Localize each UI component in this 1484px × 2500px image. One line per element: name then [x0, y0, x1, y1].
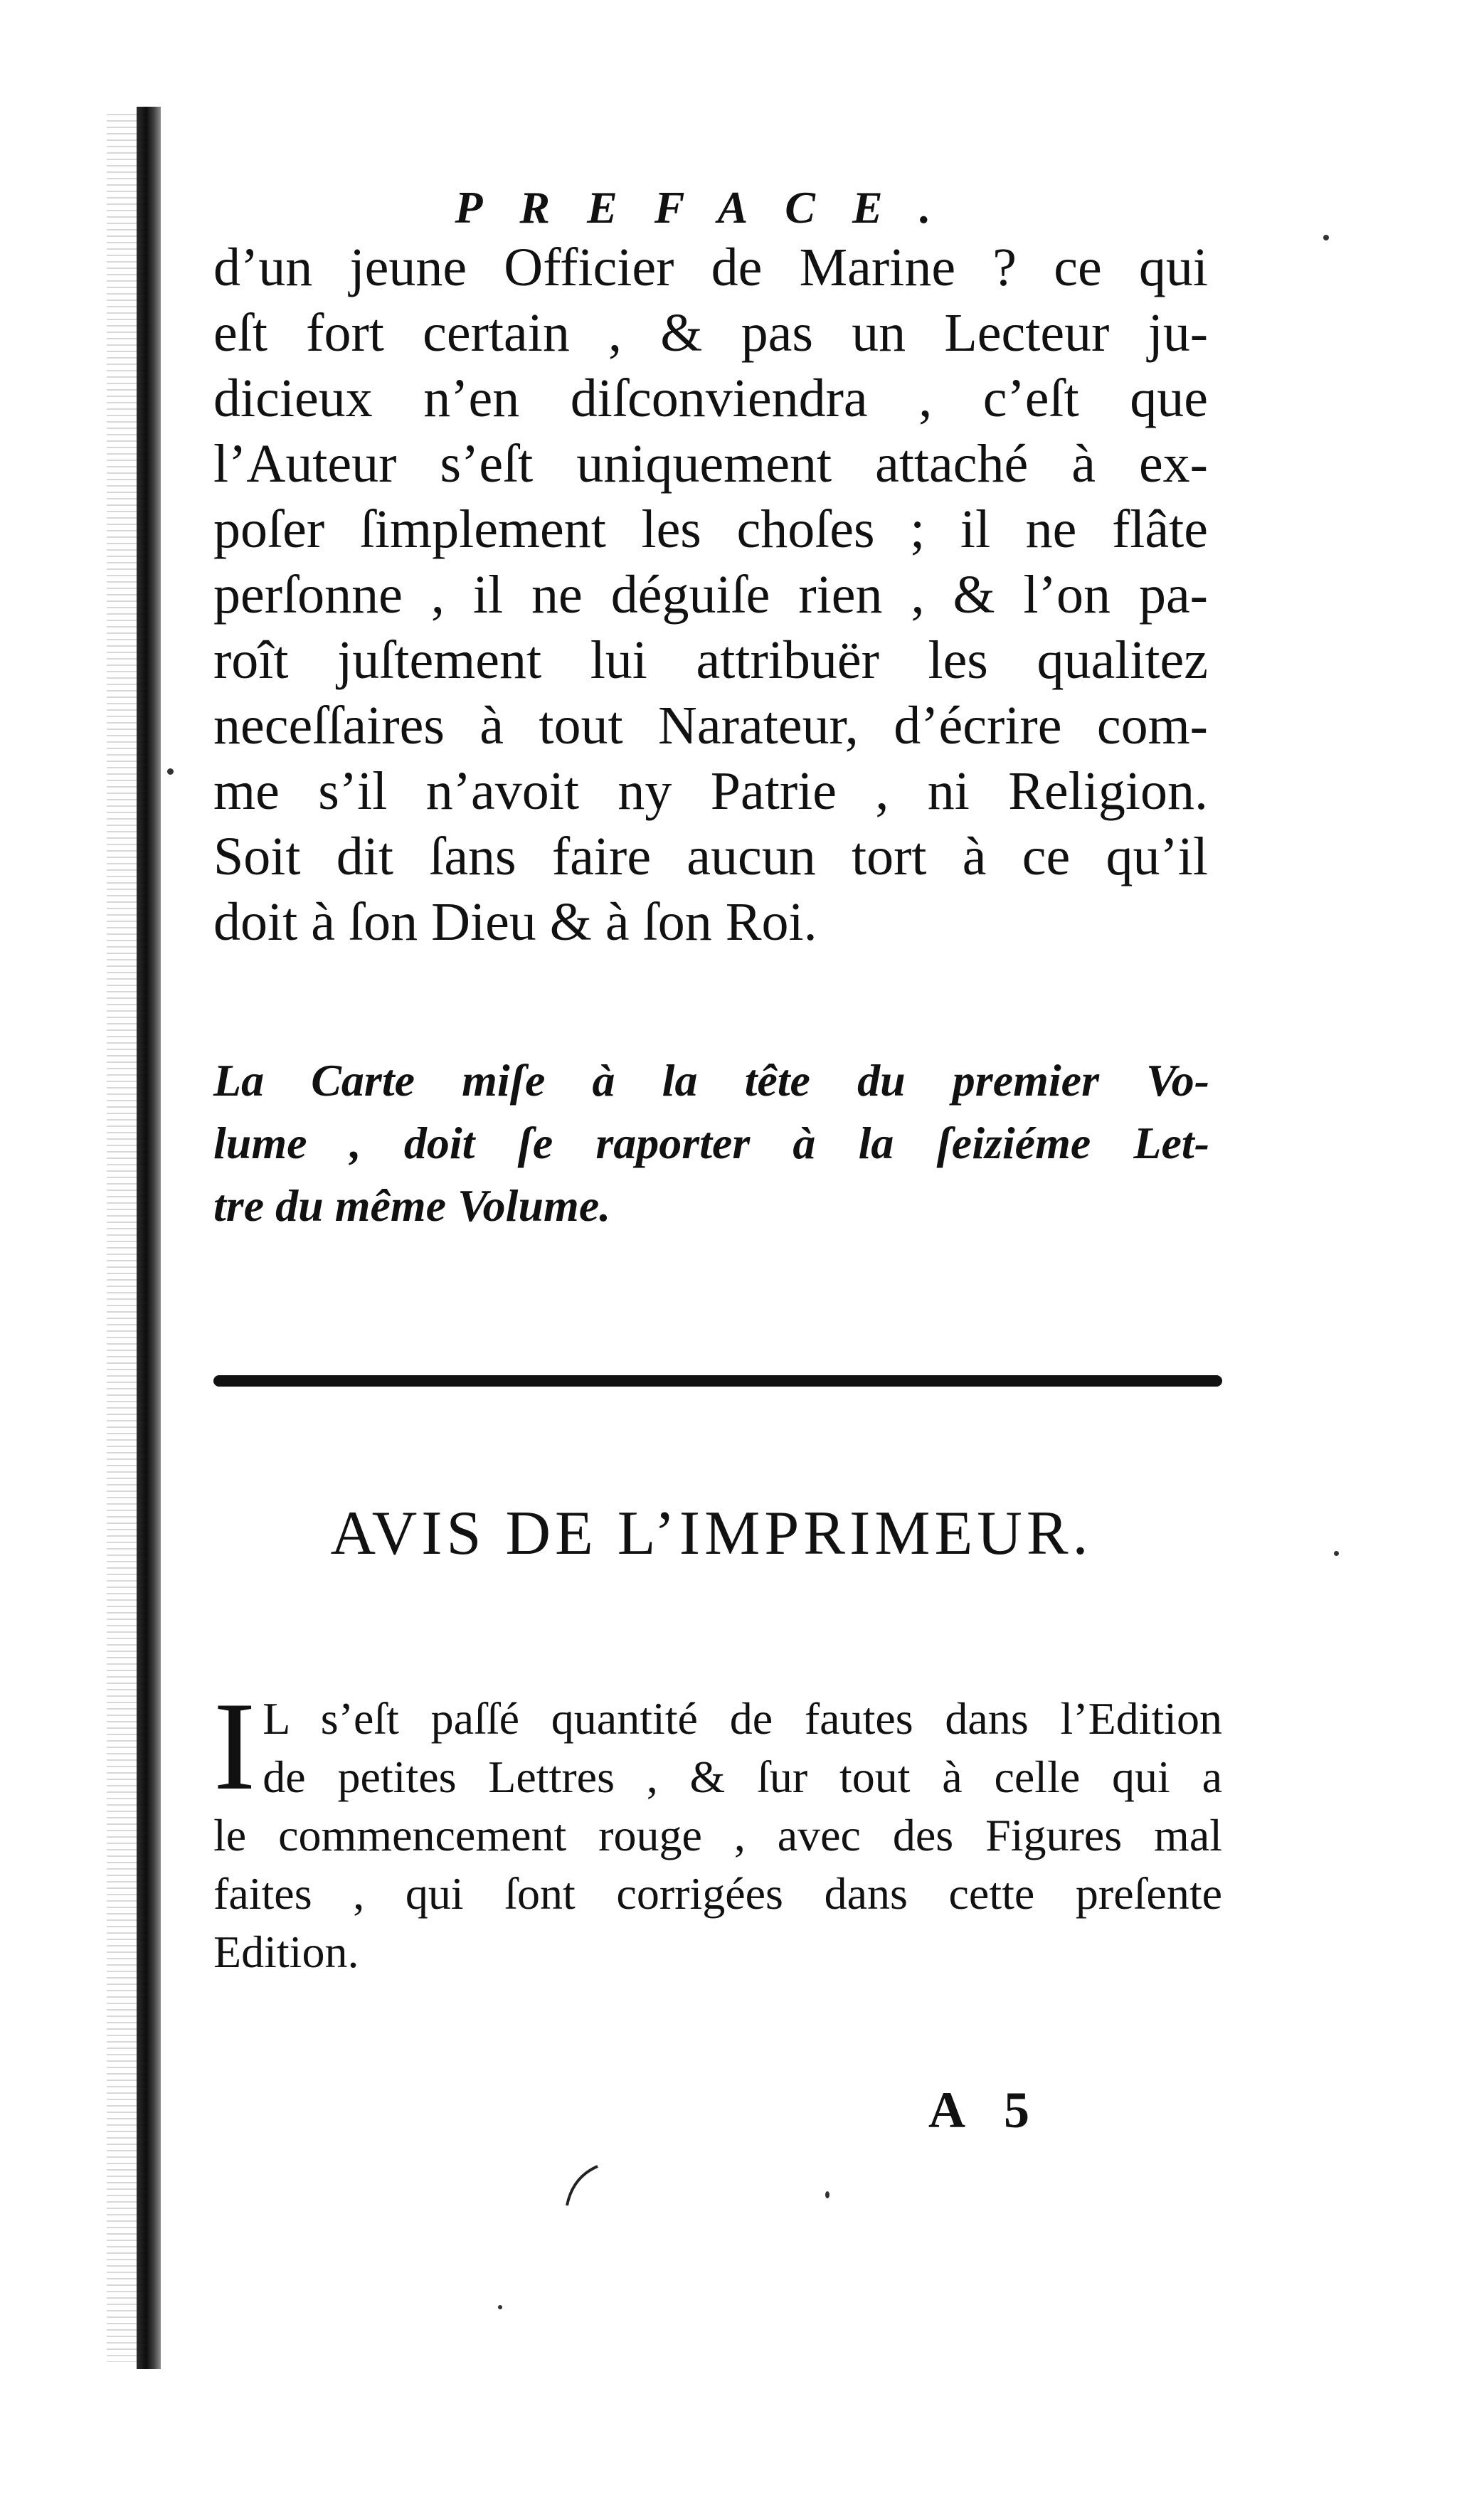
avis-line: L s’eſt paſſé quantité de fautes dans l’Edition: [263, 1693, 1222, 1744]
preface-line: perſonne , il ne déguiſe rien , & l’on pa-: [213, 565, 1208, 625]
preface-text: [213, 235, 1208, 955]
preface-line: doit à ſon Dieu & à ſon Roi.: [213, 892, 817, 952]
avis-line: de petites Lettres , & ſur tout à celle qui a: [263, 1752, 1222, 1802]
map-note: [213, 1049, 1209, 1237]
preface-line: poſer ſimplement les choſes ; il ne flâte: [213, 499, 1208, 559]
note-line: tre du même Volume.: [213, 1180, 611, 1231]
preface-line: Soit dit ſans faire aucun tort à ce qu’il: [213, 827, 1208, 886]
preface-line: eſt fort certain , & pas un Lecteur ju-: [213, 303, 1208, 363]
running-head: PREFACE.: [455, 182, 968, 233]
paper-speck: [167, 768, 174, 775]
preface-line: neceſſaires à tout Narateur, d’écrire com-: [213, 696, 1208, 756]
avis-line: faites , qui ſont corrigées dans cette preſente: [213, 1868, 1222, 1919]
avis-line: le commencement rouge , avec des Figures mal: [213, 1810, 1222, 1860]
paper-speck: [1334, 1551, 1339, 1556]
signature-mark: A 5: [928, 2082, 1044, 2139]
ink-stroke-mark: [558, 2163, 601, 2213]
preface-line: l’Auteur s’eſt uniquement attaché à ex-: [213, 434, 1208, 494]
note-line: La Carte miſe à la tête du premier Vo-: [213, 1055, 1209, 1106]
preface-line: d’un jeune Officier de Marine ? ce qui: [213, 238, 1208, 297]
note-line: lume , doit ſe raporter à la ſeiziéme Let-: [213, 1118, 1209, 1168]
preface-line: me s’il n’avoit ny Patrie , ni Religion.: [213, 761, 1208, 821]
paper-speck: [825, 2191, 830, 2198]
paper-speck: [1323, 235, 1329, 240]
avis-heading: AVIS DE L’IMPRIMEUR.: [330, 1499, 1093, 1568]
avis-line: Edition.: [213, 1927, 359, 1977]
preface-line: dicieux n’en diſconviendra , c’eſt que: [213, 369, 1208, 428]
drop-cap: I: [213, 1675, 256, 1816]
section-divider-rule: [213, 1375, 1222, 1387]
paper-speck: [498, 2305, 502, 2309]
preface-line: roît juſtement lui attribuër les qualitez: [213, 630, 1208, 690]
avis-text: [213, 1675, 1222, 1981]
page-binding-edge: [137, 107, 161, 2369]
